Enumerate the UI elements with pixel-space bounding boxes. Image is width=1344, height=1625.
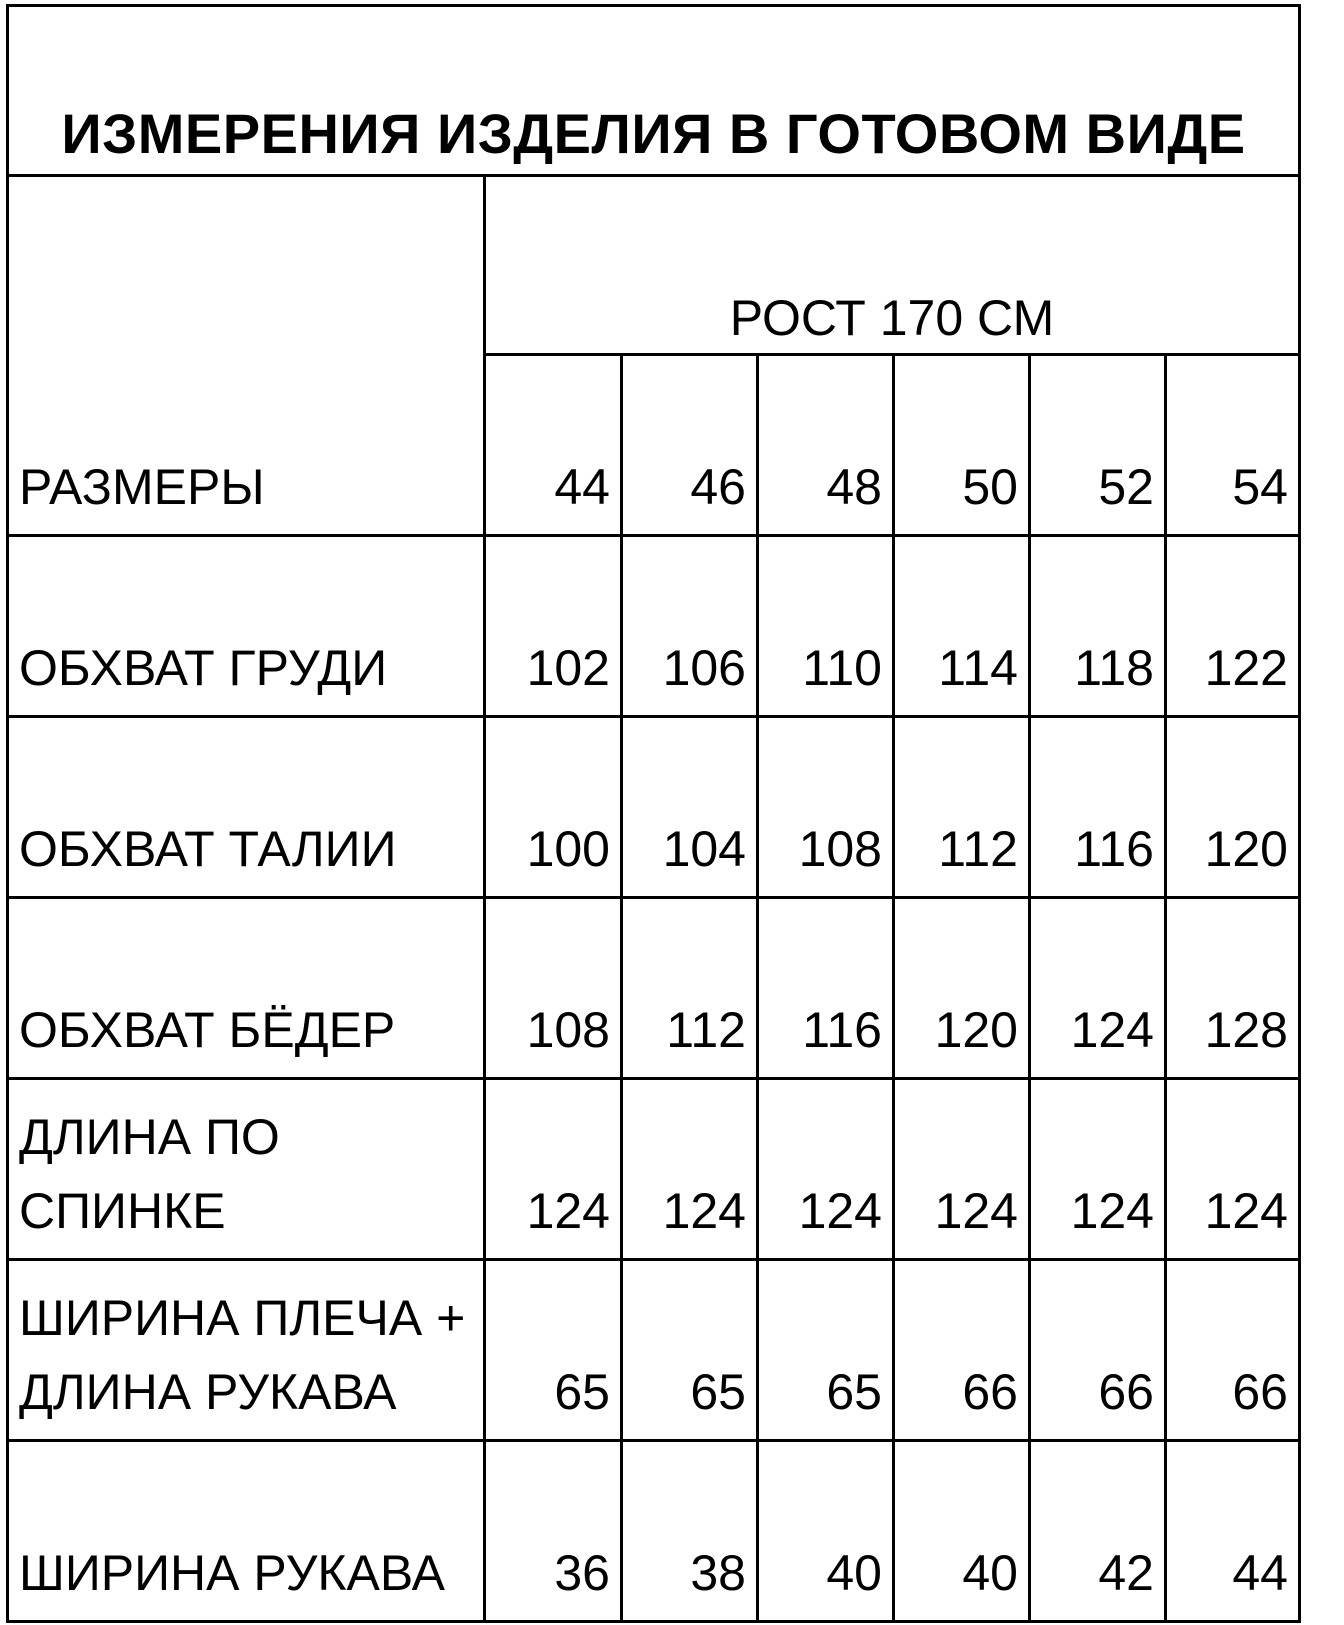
table-row bbox=[8, 717, 1300, 898]
measurement-label-line: ШИРИНА ПЛЕЧА + bbox=[19, 1290, 466, 1346]
measurements-table bbox=[6, 4, 1301, 1623]
size-cell: 52 bbox=[1030, 355, 1166, 536]
measurement-value: 112 bbox=[894, 717, 1030, 898]
measurement-value: 65 bbox=[485, 1260, 622, 1441]
size-cell: 48 bbox=[758, 355, 894, 536]
measurement-value: 66 bbox=[894, 1260, 1030, 1441]
measurement-value: 114 bbox=[894, 536, 1030, 717]
measurement-value: 40 bbox=[758, 1441, 894, 1622]
table-title: ИЗМЕРЕНИЯ ИЗДЕЛИЯ В ГОТОВОМ ВИДЕ bbox=[8, 6, 1300, 176]
measurement-value: 108 bbox=[758, 717, 894, 898]
measurement-value: 116 bbox=[758, 898, 894, 1079]
measurement-value: 124 bbox=[1030, 1079, 1166, 1260]
measurement-value: 122 bbox=[1166, 536, 1300, 717]
measurement-value: 124 bbox=[758, 1079, 894, 1260]
measurement-value: 42 bbox=[1030, 1441, 1166, 1622]
measurement-label-line: ШИРИНА РУКАВА bbox=[19, 1545, 445, 1601]
measurement-value: 112 bbox=[622, 898, 758, 1079]
measurement-value: 104 bbox=[622, 717, 758, 898]
measurement-value: 124 bbox=[1030, 898, 1166, 1079]
measurement-value: 65 bbox=[758, 1260, 894, 1441]
measurement-value: 124 bbox=[622, 1079, 758, 1260]
measurement-label-line: ОБХВАТ ТАЛИИ bbox=[19, 821, 397, 877]
measurement-value: 124 bbox=[1166, 1079, 1300, 1260]
measurement-value: 120 bbox=[894, 898, 1030, 1079]
measurement-label-line: СПИНКЕ bbox=[19, 1183, 226, 1239]
measurement-value: 128 bbox=[1166, 898, 1300, 1079]
measurement-label-line: ДЛИНА РУКАВА bbox=[19, 1364, 397, 1420]
table-row bbox=[8, 898, 1300, 1079]
measurement-label-line: ОБХВАТ ГРУДИ bbox=[19, 640, 388, 696]
measurement-label bbox=[8, 1260, 485, 1441]
measurement-value: 66 bbox=[1030, 1260, 1166, 1441]
measurement-value: 100 bbox=[485, 717, 622, 898]
table-row bbox=[8, 1260, 1300, 1441]
table-row bbox=[8, 1079, 1300, 1260]
measurement-value: 40 bbox=[894, 1441, 1030, 1622]
measurement-value: 120 bbox=[1166, 717, 1300, 898]
measurement-value: 106 bbox=[622, 536, 758, 717]
measurement-value: 38 bbox=[622, 1441, 758, 1622]
measurement-value: 36 bbox=[485, 1441, 622, 1622]
measurement-value: 65 bbox=[622, 1260, 758, 1441]
measurement-value: 44 bbox=[1166, 1441, 1300, 1622]
size-cell: 50 bbox=[894, 355, 1030, 536]
measurement-value: 116 bbox=[1030, 717, 1166, 898]
measurement-label-line: ДЛИНА ПО bbox=[19, 1109, 280, 1165]
table-row bbox=[8, 536, 1300, 717]
height-header-row bbox=[8, 176, 1300, 355]
measurement-label bbox=[8, 898, 485, 1079]
height-header: РОСТ 170 СМ bbox=[485, 176, 1300, 355]
measurement-value: 110 bbox=[758, 536, 894, 717]
table-row bbox=[8, 1441, 1300, 1622]
measurement-label bbox=[8, 536, 485, 717]
measurement-label bbox=[8, 1441, 485, 1622]
measurement-value: 108 bbox=[485, 898, 622, 1079]
measurement-label bbox=[8, 717, 485, 898]
measurement-value: 124 bbox=[894, 1079, 1030, 1260]
measurement-value: 102 bbox=[485, 536, 622, 717]
measurement-value: 124 bbox=[485, 1079, 622, 1260]
measurement-label-line: ОБХВАТ БЁДЕР bbox=[19, 1002, 396, 1058]
sizes-label: РАЗМЕРЫ bbox=[8, 176, 485, 536]
title-row bbox=[8, 6, 1300, 176]
size-cell: 44 bbox=[485, 355, 622, 536]
size-cell: 46 bbox=[622, 355, 758, 536]
size-cell: 54 bbox=[1166, 355, 1300, 536]
measurement-value: 66 bbox=[1166, 1260, 1300, 1441]
measurement-value: 118 bbox=[1030, 536, 1166, 717]
measurement-label bbox=[8, 1079, 485, 1260]
